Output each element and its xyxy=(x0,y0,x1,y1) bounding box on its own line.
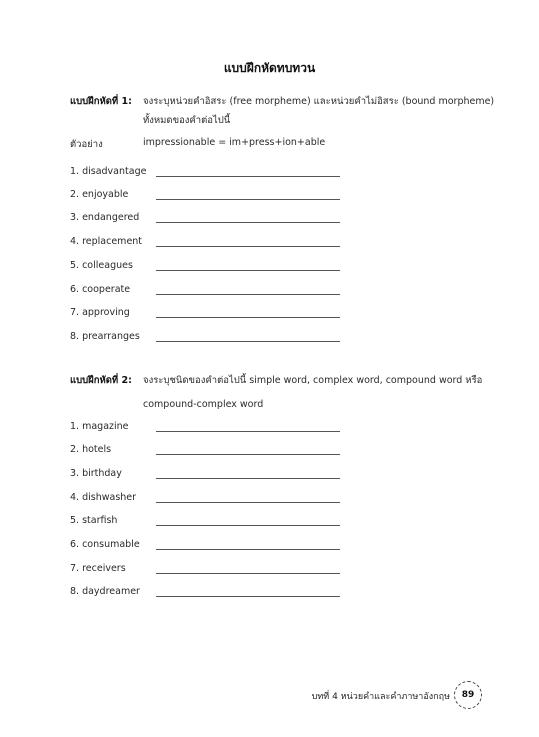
item-word: 5. colleagues xyxy=(70,260,133,271)
item-word: 8. prearranges xyxy=(70,331,140,342)
item-word: 6. cooperate xyxy=(70,284,131,295)
chapter-footer: บทที่ 4 หน่วยคำและคำภาษาอังกฤษ xyxy=(311,692,450,702)
list-item xyxy=(70,284,370,298)
item-word: 1. disadvantage xyxy=(70,166,147,177)
list-item xyxy=(70,421,370,435)
list-item xyxy=(70,331,370,345)
exercise-1-instruction-cont: ทั้งหมดของคำต่อไปนี้ xyxy=(143,115,231,126)
list-item xyxy=(70,468,370,482)
list-item xyxy=(70,563,370,577)
item-word: 7. receivers xyxy=(70,563,126,574)
answer-line[interactable] xyxy=(156,573,340,574)
list-item xyxy=(70,166,370,180)
item-word: 4. dishwasher xyxy=(70,492,137,503)
exercise-2-instruction-cont: compound-complex word xyxy=(143,399,264,410)
item-word: 4. replacement xyxy=(70,236,143,247)
item-word: 6. consumable xyxy=(70,539,140,550)
example-value: impressionable = im+press+ion+able xyxy=(143,137,326,148)
list-item xyxy=(70,236,370,250)
answer-line[interactable] xyxy=(156,341,340,342)
answer-line[interactable] xyxy=(156,525,340,526)
example-label: ตัวอย่าง xyxy=(70,139,103,150)
answer-line[interactable] xyxy=(156,246,340,247)
item-word: 3. endangered xyxy=(70,212,140,223)
list-item xyxy=(70,189,370,203)
list-item xyxy=(70,539,370,553)
item-word: 5. starfish xyxy=(70,515,118,526)
list-item xyxy=(70,260,370,274)
answer-line[interactable] xyxy=(156,294,340,295)
answer-line[interactable] xyxy=(156,176,340,177)
answer-line[interactable] xyxy=(156,502,340,503)
answer-line[interactable] xyxy=(156,270,340,271)
item-word: 8. daydreamer xyxy=(70,586,140,597)
exercise-1-label: แบบฝึกหัดที่ 1: xyxy=(70,96,132,107)
answer-line[interactable] xyxy=(156,549,340,550)
list-item xyxy=(70,492,370,506)
answer-line[interactable] xyxy=(156,199,340,200)
list-item xyxy=(70,586,370,600)
list-item xyxy=(70,444,370,458)
answer-line[interactable] xyxy=(156,478,340,479)
list-item xyxy=(70,515,370,529)
answer-line[interactable] xyxy=(156,454,340,455)
item-word: 3. birthday xyxy=(70,468,122,479)
exercise-2-instruction: จงระบุชนิดของคำต่อไปนี้ simple word, complex word, compound word หรือ xyxy=(143,375,483,386)
answer-line[interactable] xyxy=(156,222,340,223)
answer-line[interactable] xyxy=(156,596,340,597)
answer-line[interactable] xyxy=(156,317,340,318)
item-word: 7. approving xyxy=(70,307,130,318)
page-number-badge: 89 xyxy=(454,681,482,709)
exercise-1-instruction: จงระบุหน่วยคำอิสระ (free morpheme) และหน่วยคำไม่อิสระ (bound morpheme) xyxy=(143,96,495,107)
answer-line[interactable] xyxy=(156,431,340,432)
list-item xyxy=(70,212,370,226)
exercise-2-label: แบบฝึกหัดที่ 2: xyxy=(70,375,132,386)
item-word: 1. magazine xyxy=(70,421,129,432)
item-word: 2. enjoyable xyxy=(70,189,129,200)
item-word: 2. hotels xyxy=(70,444,112,455)
page-title: แบบฝึกหัดทบทวน xyxy=(223,61,316,75)
list-item xyxy=(70,307,370,321)
